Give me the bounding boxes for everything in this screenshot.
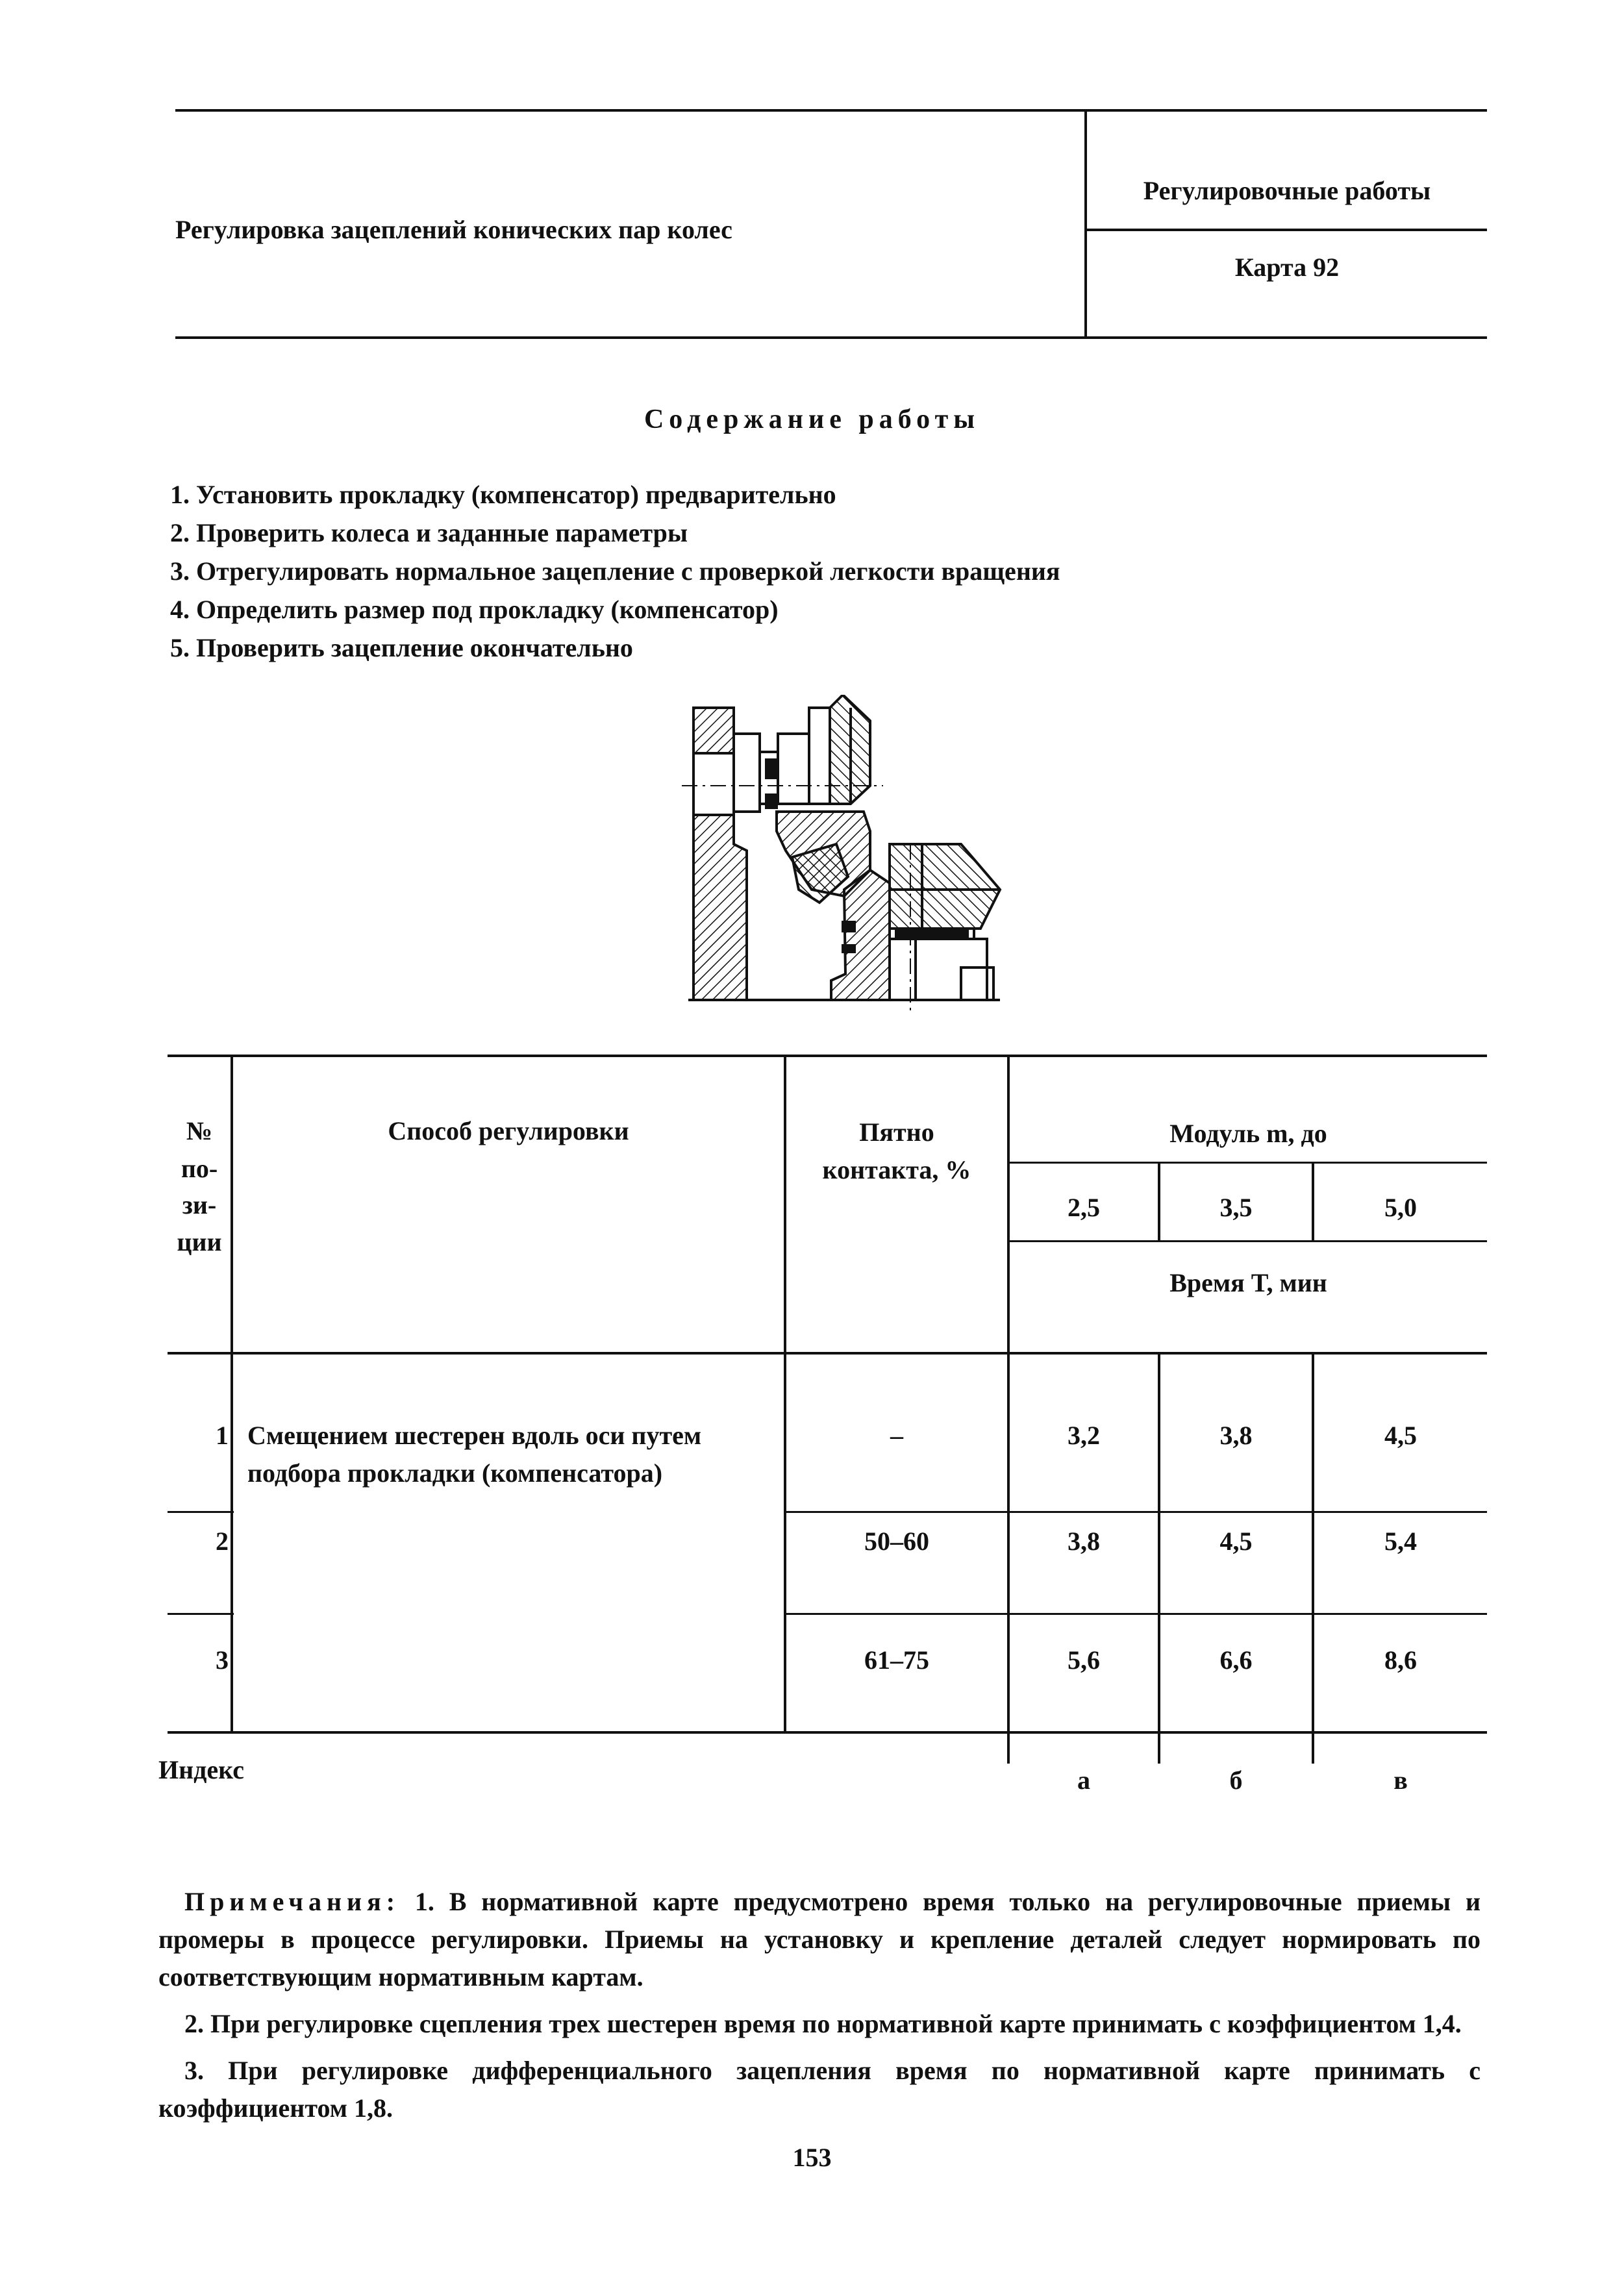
card-number: Карта 92 [1234,253,1340,282]
table-top-rule [168,1055,1487,1057]
header-divider [1084,109,1087,339]
table-header-bottom-rule [168,1352,1487,1355]
table-col-rule [784,1055,786,1732]
col-header-contact-2: контакта, % [822,1155,971,1184]
col-header-no-1: № [186,1116,213,1145]
module-value: 5,0 [1384,1193,1417,1222]
table-rule [168,1613,234,1615]
index-tick [1312,1732,1314,1764]
note-text: 1. В нормативной карте предусмотрено время только на регулировочные приемы и промеры в процессе регулировки. Приемы на установку и крепление деталей следует нормировать по соответствующим нормативным картам. [158,1887,1481,1992]
col-header-module: Модуль m, до [1169,1119,1327,1148]
notes-block [158,1883,1480,2136]
row-time-value: 3,2 [1068,1421,1100,1450]
work-category: Регулировочные работы [1143,176,1431,205]
notes-label: Примечания: [184,1887,401,1916]
bevel-gear-drawing [675,695,1039,1019]
table-col-rule [1007,1055,1010,1732]
module-value: 3,5 [1219,1193,1253,1222]
row-time-value: 6,6 [1219,1645,1253,1675]
table-col-rule [231,1055,233,1732]
row-time-value: 3,8 [1068,1527,1100,1556]
section-heading: Содержание работы [643,405,981,434]
note-3: 3. При регулировке дифференциального зацепления время по нормативной карте принимать с коэффициентом 1,8. [158,2056,1480,2123]
list-item: 4. Определить размер под прокладку (компенсатор) [170,595,779,624]
col-header-no-2: по- [181,1154,218,1183]
row-time-value: 8,6 [1384,1645,1417,1675]
page-number: 153 [792,2143,832,2172]
row-time-value: 5,6 [1068,1645,1100,1675]
method-text-line: Смещением шестерен вдоль оси путем [247,1421,702,1450]
col-header-contact-1: Пятно [859,1118,934,1147]
row-no: 1 [216,1421,229,1450]
col-header-no-3: зи- [182,1190,217,1219]
col-header-no-4: ции [177,1227,222,1256]
index-label: Индекс [158,1755,244,1784]
list-item: 5. Проверить зацепление окончательно [170,633,633,662]
index-value: а [1077,1766,1090,1795]
method-text-line: подбора прокладки (компенсатора) [247,1458,663,1488]
note-1 [158,1883,1480,1996]
header-right-divider [1084,229,1487,231]
document-title: Регулировка зацеплений конических пар колес [175,215,732,244]
index-tick [1158,1732,1160,1764]
index-tick [1007,1732,1010,1764]
row-time-value: 3,8 [1219,1421,1253,1450]
index-value: б [1229,1766,1243,1795]
table-rule [784,1511,1487,1513]
index-value: в [1393,1766,1408,1795]
row-no: 3 [216,1645,229,1675]
col-header-method: Способ регулировки [388,1116,629,1145]
list-item: 2. Проверить колеса и заданные параметры [170,518,688,547]
row-time-value: 4,5 [1219,1527,1253,1556]
table-rule [1010,1162,1487,1164]
table-rule [784,1613,1487,1615]
row-no: 2 [216,1527,229,1556]
note-2: 2. При регулировке сцепления трех шестерен время по нормативной карте принимать с коэффициентом 1,4. [184,2009,1462,2038]
row-contact: 61–75 [864,1645,929,1675]
table-rule [168,1511,234,1513]
header-bottom-rule [175,336,1487,339]
row-contact: 50–60 [864,1527,929,1556]
table-rule [1010,1240,1487,1242]
time-label: Время T, мин [1169,1268,1327,1297]
row-contact: – [890,1421,903,1450]
module-value: 2,5 [1068,1193,1100,1222]
list-item: 3. Отрегулировать нормальное зацепление с проверкой легкости вращения [170,556,1060,586]
row-time-value: 5,4 [1384,1527,1417,1556]
header-top-rule [175,109,1487,112]
table-bottom-rule [168,1731,1487,1734]
row-time-value: 4,5 [1384,1421,1417,1450]
list-item: 1. Установить прокладку (компенсатор) предварительно [170,480,836,509]
